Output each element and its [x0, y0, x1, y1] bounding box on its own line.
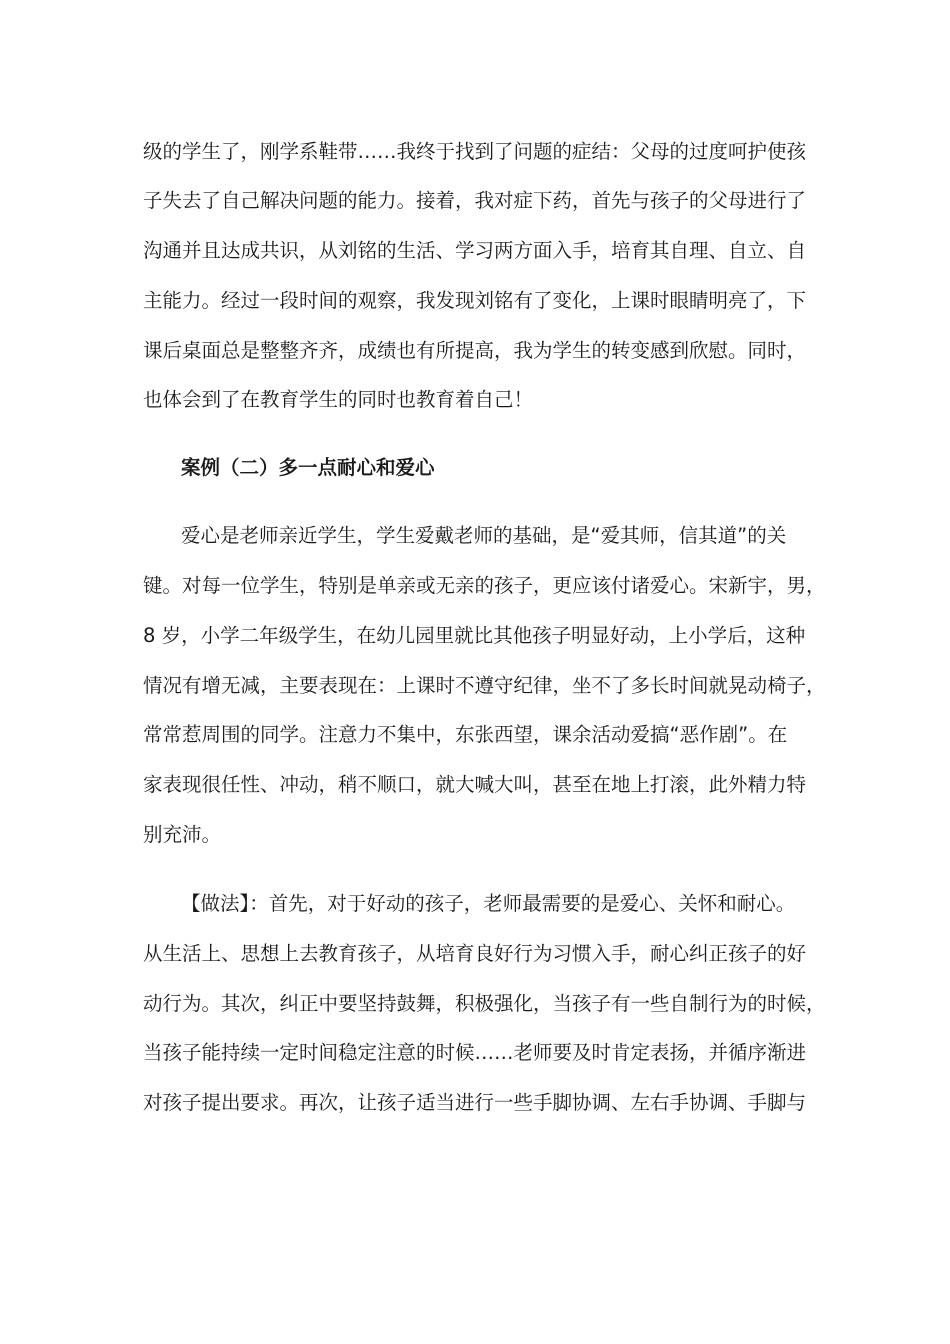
paragraph-1-line-4: 主能力。经过一段时间的观察，我发现刘铭有了变化，上课时眼睛明亮了，下 [143, 289, 807, 312]
paragraph-3-line-5: 对孩子提出要求。再次，让孩子适当进行一些手脚协调、左右手协调、手脚与 [143, 1091, 807, 1114]
paragraph-1-line-2: 子失去了自己解决问题的能力。接着，我对症下药，首先与孩子的父母进行了 [143, 189, 807, 212]
paragraph-3-line-1: 【做法】：首先，对于好动的孩子，老师最需要的是爱心、关怀和耐心。 [181, 892, 796, 915]
paragraph-2-line-2: 键。对每一位学生，特别是单亲或无亲的孩子，更应该付诸爱心。宋新宇，男， [143, 574, 826, 597]
paragraph-2-line-4: 情况有增无减，主要表现在：上课时不遵守纪律，坐不了多长时间就晃动椅子， [143, 674, 826, 697]
paragraph-2-line-6: 家表现很任性、冲动，稍不顺口，就大喊大叫，甚至在地上打滚，此外精力特 [143, 773, 807, 796]
paragraph-2-line-1: 爱心是老师亲近学生，学生爱戴老师的基础，是“爱其师，信其道”的关 [181, 524, 787, 547]
paragraph-2-line-7: 别充沛。 [143, 823, 222, 846]
paragraph-2-line-3: 8 岁，小学二年级学生，在幼儿园里就比其他孩子明显好动，上小学后，这种 [143, 624, 806, 647]
paragraph-3-line-2: 从生活上、思想上去教育孩子，从培育良好行为习惯入手，耐心纠正孩子的好 [143, 942, 807, 965]
paragraph-1-line-5: 课后桌面总是整整齐齐，成绩也有所提高，我为学生的转变感到欣慰。同时， [143, 339, 807, 362]
section-heading: 案例（二）多一点耐心和爱心 [181, 456, 435, 479]
paragraph-1-line-3: 沟通并且达成共识，从刘铭的生活、学习两方面入手，培育其自理、自立、自 [143, 239, 807, 262]
paragraph-2-line-5: 常常惹周围的同学。注意力不集中，东张西望，课余活动爱搞“恶作剧”。在 [143, 723, 788, 746]
paragraph-1-line-1: 级的学生了，刚学系鞋带……我终于找到了问题的症结：父母的过度呵护使孩 [143, 140, 807, 163]
paragraph-1-line-6: 也体会到了在教育学生的同时也教育着自己！ [143, 388, 534, 411]
paragraph-3-line-4: 当孩子能持续一定时间稳定注意的时候……老师要及时肯定表扬，并循序渐进 [143, 1041, 807, 1064]
paragraph-3-line-3: 动行为。其次，纠正中要坚持鼓舞，积极强化，当孩子有一些自制行为的时候， [143, 992, 826, 1015]
